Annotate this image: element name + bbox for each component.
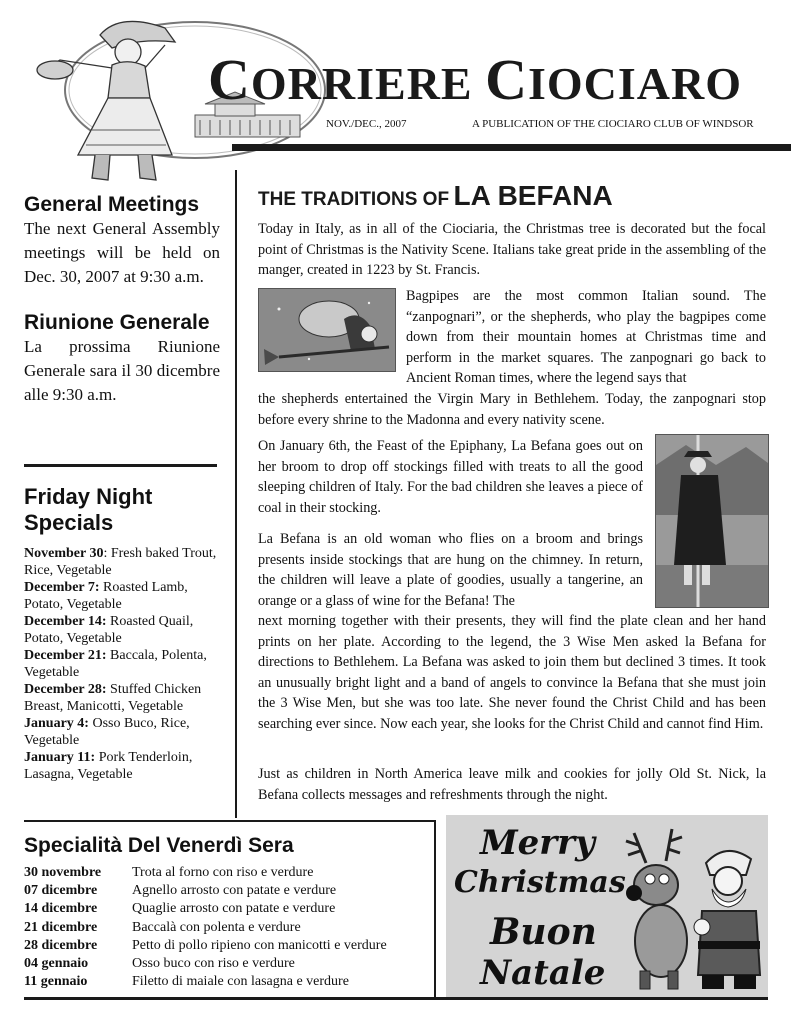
specialita-menu: Filetto di maiale con lasagna e verdure [132, 974, 349, 990]
friday-special-date: December 7: [24, 580, 100, 595]
specialita-row [24, 864, 432, 882]
friday-special-date: November 30 [24, 546, 104, 561]
specialita-menu: Petto di pollo ripieno con manicotti e verdure [132, 937, 387, 953]
specialita-row [24, 937, 432, 955]
specialita-date: 11 gennaio [24, 974, 88, 990]
sidebar [24, 193, 220, 407]
riunione-generale-heading: Riunione Generale [24, 311, 210, 334]
zampognaro-image [655, 434, 769, 608]
friday-special-menu: Stuffed Chicken Breast, Manicotti, Vegetable [24, 682, 202, 714]
specialita-menu: Agnello arrosto con patate e verdure [132, 883, 337, 899]
masthead-title-second: CIOCIARO [485, 47, 743, 112]
friday-special-menu: : Fresh baked Trout, Rice, Vegetable [24, 546, 217, 578]
friday-special-date: December 14: [24, 614, 107, 629]
article-paragraph-4a: La Befana is an old woman who flies on a broom and brings presents inside stockings that are hung on the chimney. In return, the children will leave a plate of goodies, usually a tangerine, an orange or a glass of wine for the Befana! The [258, 531, 643, 609]
friday-special-date: January 11: [24, 750, 96, 765]
column-divider [235, 170, 237, 818]
friday-special-item [24, 681, 229, 715]
article-title-main: LA BEFANA [453, 180, 613, 211]
specialita-date: 07 dicembre [24, 883, 98, 899]
riunione-generale-text: La prossima Riunione Generale sara il 30 dicembre alle 9:30 a.m. [24, 337, 220, 404]
specialita-row [24, 882, 432, 900]
christmas-greeting-card [446, 815, 768, 997]
friday-special-date: December 28: [24, 682, 107, 697]
specialita-menu: Quaglie arrosto con patate e verdure [132, 901, 336, 917]
publication-line: A PUBLICATION OF THE CIOCIARO CLUB OF WINDSOR [472, 118, 754, 130]
masthead-rule [232, 144, 791, 151]
specialita-menu: Baccalà con polenta e verdure [132, 919, 301, 935]
friday-specials-heading: Friday Night Specials [24, 484, 153, 535]
friday-special-menu: Roasted Quail, Potato, Vegetable [24, 614, 194, 646]
specialita-row [24, 900, 432, 918]
specialita-right-border [434, 820, 436, 1000]
article-paragraph-2a: Bagpipes are the most common Italian sound. The “zanpognari”, or the shepherds, who play the bagpipes come down from their mountain homes at Christmas time and perform in the market squares. The zanpognari go back to Ancient Roman times, where the legend says that [406, 288, 766, 386]
article-paragraph-5: Just as children in North America leave milk and cookies for jolly Old St. Nick, la Befana collects messages and refreshments through the night. [258, 766, 766, 803]
friday-special-menu: Roasted Lamb, Potato, Vegetable [24, 580, 188, 612]
specialita-heading: Specialità Del Venerdì Sera [24, 834, 294, 857]
specialita-menu: Osso buco con riso e verdure [132, 956, 295, 972]
friday-special-item [24, 715, 229, 749]
friday-special-item [24, 749, 229, 783]
greeting-line-natale: Natale [480, 953, 606, 993]
article-paragraph-3: On January 6th, the Feast of the Epiphany, La Befana goes out on her broom to drop off stockings filled with treats to all the good sleeping children of Italy. For the bad children she leaves a piece of coal in their stocking. [258, 438, 643, 516]
befana-flying-image [258, 288, 396, 372]
article-title [258, 180, 613, 212]
specialita-date: 21 dicembre [24, 919, 98, 935]
friday-special-item [24, 613, 229, 647]
friday-special-item [24, 545, 229, 579]
greeting-line-buon: Buon [490, 911, 597, 953]
article-paragraph-4b: next morning together with their presents, they will find the plate clean and her hand prints on her plate. According to the legend, the 3 Wise Men asked la Befana for directions to Bethlehem. La Befana was asked to join them but declined 3 times. It took an unusually bright light and a band of angels to convince la Befana that she must join the 3 Wise Men, but she was too late. She never found the Christ Child and has been searching ever since. Now each year, she looks for the Christ Child and cannot find Him. [258, 613, 766, 732]
specialita-date: 30 novembre [24, 865, 102, 880]
specialita-date: 28 dicembre [24, 937, 98, 953]
specialita-row [24, 919, 432, 937]
reindeer-santa-illustration [606, 823, 766, 995]
friday-special-menu: Baccala, Polenta, Vegetable [24, 648, 207, 680]
page-bottom-rule [24, 997, 768, 1000]
article-paragraph-2b: the shepherds entertained the Virgin Mary in Bethlehem. Today, the zanpognari stop before every shrine to the Madonna and every nativity scene. [258, 391, 766, 428]
friday-special-item [24, 579, 229, 613]
sidebar-rule [24, 464, 217, 467]
specialita-date: 14 dicembre [24, 901, 98, 917]
general-meetings-text: The next General Assembly meetings will be held on Dec. 30, 2007 at 9:30 a.m. [24, 219, 220, 286]
friday-special-menu: Osso Buco, Rice, Vegetable [24, 716, 190, 748]
specialita-row [24, 955, 432, 973]
specialita-row [24, 973, 432, 991]
issue-date: NOV./DEC., 2007 [326, 118, 407, 130]
general-meetings-heading: General Meetings [24, 193, 200, 216]
specialita-top-rule [24, 820, 436, 822]
specialita-date: 04 gennaio [24, 956, 89, 972]
greeting-line-merry: Merry [480, 823, 595, 863]
article-title-prefix: THE TRADITIONS OF [258, 189, 450, 210]
friday-special-date: December 21: [24, 648, 107, 663]
greeting-line-christmas: Christmas [454, 865, 626, 900]
friday-special-date: January 4: [24, 716, 89, 731]
specialita-table [24, 864, 432, 991]
article-paragraph-1: Today in Italy, as in all of the Ciociaria, the Christmas tree is decorated but the focal point of Christmas is the Nativity Scene. Italians take great pride in the assembling of the manger, created in 1223 by St. Francis. [258, 221, 766, 278]
masthead-title-first: CORRIERE [208, 47, 473, 112]
friday-special-menu: Pork Tenderloin, Lasagna, Vegetable [24, 750, 193, 782]
friday-specials-list [24, 545, 229, 783]
masthead-title [208, 47, 778, 112]
specialita-menu: Trota al forno con riso e verdure [132, 865, 314, 880]
friday-special-item [24, 647, 229, 681]
